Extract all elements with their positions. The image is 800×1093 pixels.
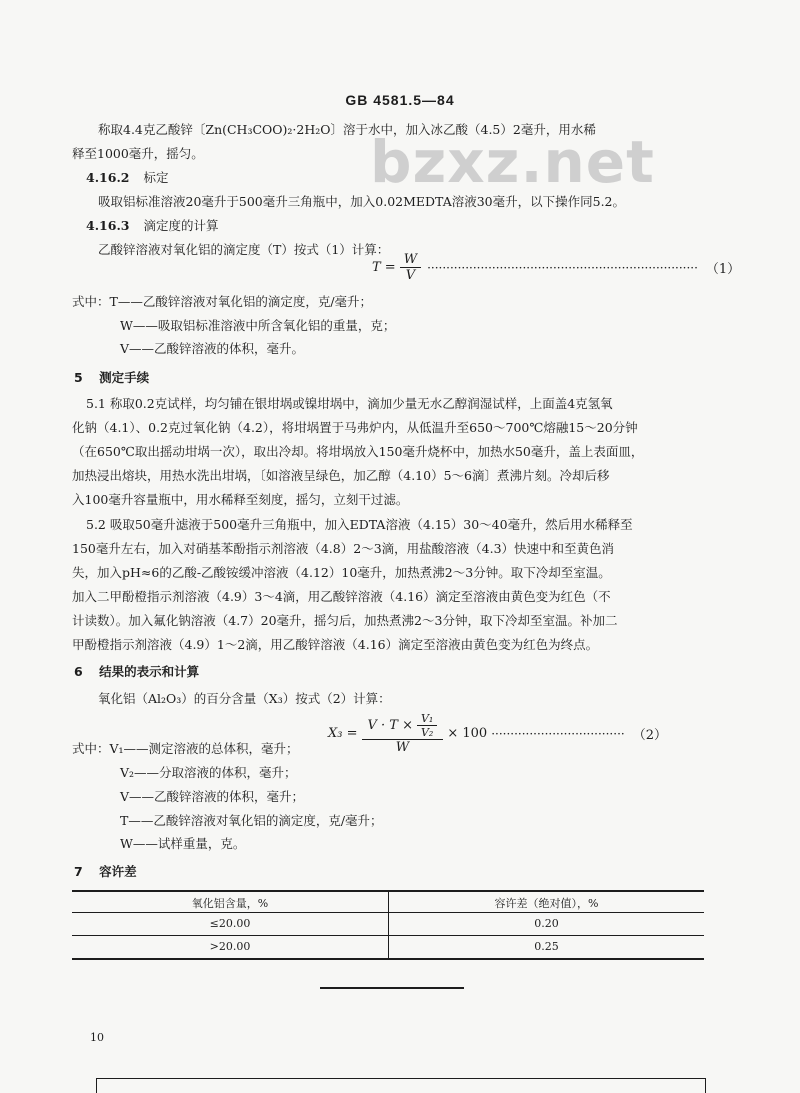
section-7-title: 容许差: [99, 864, 137, 879]
p5-2-line2: 150毫升左右，加入对硝基苯酚指示剂溶液（4.8）2～3滴，用盐酸溶液（4.3）快速中和至黄色消: [72, 541, 615, 556]
s4-16-2-title: 标定: [143, 170, 169, 185]
formula-1: [372, 252, 740, 283]
section-6-title: 结果的表示和计算: [99, 664, 200, 679]
section-6-number: 6: [74, 664, 83, 679]
p5-2-line6: 甲酚橙指示剂溶液（4.9）1～2滴，用乙酸锌溶液（4.16）滴定至溶液由黄色变为红色为终点。: [72, 637, 599, 652]
where2-line5: W——试样重量，克。: [120, 836, 246, 851]
section-5-title: 测定手续: [99, 370, 150, 385]
s4-16-3-title: 滴定度的计算: [143, 218, 219, 233]
table-row-1-tolerance: 0.20: [534, 917, 559, 930]
p5-2-line4: 加入二甲酚橙指示剂溶液（4.9）3～4滴，用乙酸锌溶液（4.16）滴定至溶液由黄色变为红色（不: [72, 589, 611, 604]
section-6-heading: [74, 662, 199, 680]
formula-1-dots: ·······································································: [427, 260, 698, 275]
s4-16-2-text: 吸取铝标准溶液20毫升于500毫升三角瓶中，加入0.02MEDTA溶液30毫升，以下操作同5.2。: [98, 194, 626, 209]
table-row-1-content: ≤20.00: [209, 917, 251, 930]
s4-16-1-line2: 释至1000毫升，摇匀。: [72, 146, 204, 161]
page-number: 10: [90, 1031, 104, 1044]
section-6-text: 氧化铝（Al₂O₃）的百分含量（X₃）按式（2）计算：: [98, 691, 391, 706]
formula-2-inner-fraction: [417, 712, 437, 739]
table-header-content: 氧化铝含量，%: [191, 897, 269, 910]
p5-2-line3: 失，加入pH≈6的乙酸-乙酸铵缓冲溶液（4.12）10毫升，加热煮沸2～3分钟。取下冷却至室温。: [72, 565, 611, 580]
section-7-heading: [74, 862, 137, 880]
formula-2-inner-den: V₂: [420, 726, 434, 739]
where1-line1: 式中：T——乙酸锌溶液对氧化铝的滴定度，克/毫升；: [72, 294, 373, 309]
table-row-2-content: >20.00: [209, 940, 251, 953]
p5-1-line5: 入100毫升容量瓶中，用水稀释至刻度，摇匀，立刻干过滤。: [72, 492, 409, 507]
where2-line3: V——乙酸锌溶液的体积，毫升；: [120, 789, 305, 804]
table-row-2-tolerance: 0.25: [534, 940, 559, 953]
page-header: GB 4581.5—84: [345, 92, 455, 108]
table-header-tolerance: 容许差（绝对值），%: [494, 897, 599, 910]
end-rule: [320, 987, 464, 989]
formula-2: [328, 712, 667, 755]
s4-16-2-heading: [86, 166, 169, 190]
formula-2-inner-num: V₁: [417, 712, 437, 726]
formula-2-top: V · T ×: [367, 718, 413, 733]
where2-line1: 式中：V₁——测定溶液的总体积，毫升；: [72, 741, 299, 756]
formula-1-number: （1）: [705, 262, 741, 277]
s4-16-1-line1: 称取4.4克乙酸锌〔Zn(CH₃COO)₂·2H₂O〕溶于水中，加入冰乙酸（4.5）2毫升，用水稀: [98, 122, 596, 137]
watermark: bzxz.net: [370, 128, 655, 196]
formula-1-numerator: W: [400, 252, 421, 268]
table-bottom-rule: [72, 958, 704, 960]
where1-line2: W——吸取铝标准溶液中所含氧化铝的重量，克；: [120, 318, 396, 333]
s4-16-3-number: 4.16.3: [86, 218, 130, 233]
section-5-heading: [74, 368, 149, 386]
section-5-number: 5: [74, 370, 83, 385]
formula-1-lhs: T =: [372, 260, 396, 275]
where2-line2: V₂——分取溶液的体积，毫升；: [120, 765, 297, 780]
p5-1-line4: 加热浸出熔块，用热水洗出坩埚，〔如溶液呈绿色，加乙醇（4.10）5～6滴〕煮沸片刻。冷却后移: [72, 468, 610, 483]
formula-2-dots: ···································: [491, 726, 625, 741]
s4-16-3-text: 乙酸锌溶液对氧化铝的滴定度（T）按式（1）计算：: [98, 242, 390, 257]
p5-1-line3: （在650℃取出摇动坩埚一次），取出冷却。将坩埚放入150毫升烧杯中，加热水50毫升，盖上表面皿，: [72, 444, 644, 459]
formula-1-fraction: [400, 252, 421, 283]
where2-line4: T——乙酸锌溶液对氧化铝的滴定度，克/毫升；: [120, 813, 383, 828]
formula-2-lhs: X₃ =: [328, 726, 358, 741]
where1-line3: V——乙酸锌溶液的体积，毫升。: [120, 341, 305, 356]
p5-1-line2: 化钠（4.1）、0.2克过氧化钠（4.2），将坩埚置于马弗炉内，从低温升至650～700℃熔融15～20分钟: [72, 420, 638, 435]
formula-2-number: （2）: [632, 728, 667, 743]
p5-2-line5: 计读数）。加入氟化钠溶液（4.7）20毫升，摇匀后，加热煮沸2～3分钟，取下冷却至室温。补加二: [72, 613, 618, 628]
formula-1-denominator: V: [405, 268, 416, 283]
section-7-number: 7: [74, 864, 83, 879]
s4-16-2-number: 4.16.2: [86, 170, 130, 185]
s4-16-3-heading: [86, 214, 219, 238]
formula-2-tail: × 100: [447, 726, 488, 741]
formula-2-fraction: [362, 712, 444, 755]
p5-1-line1: 5.1 称取0.2克试样，均匀铺在银坩埚或镍坩埚中，滴加少量无水乙醇润湿试样，上面盖4克氢氧: [86, 396, 613, 411]
formula-2-denominator: W: [395, 740, 410, 755]
p5-2-line1: 5.2 吸取50毫升滤液于500毫升三角瓶中，加入EDTA溶液（4.15）30～40毫升，然后用水稀释至: [86, 517, 633, 532]
formula-2-numerator: [362, 712, 444, 740]
